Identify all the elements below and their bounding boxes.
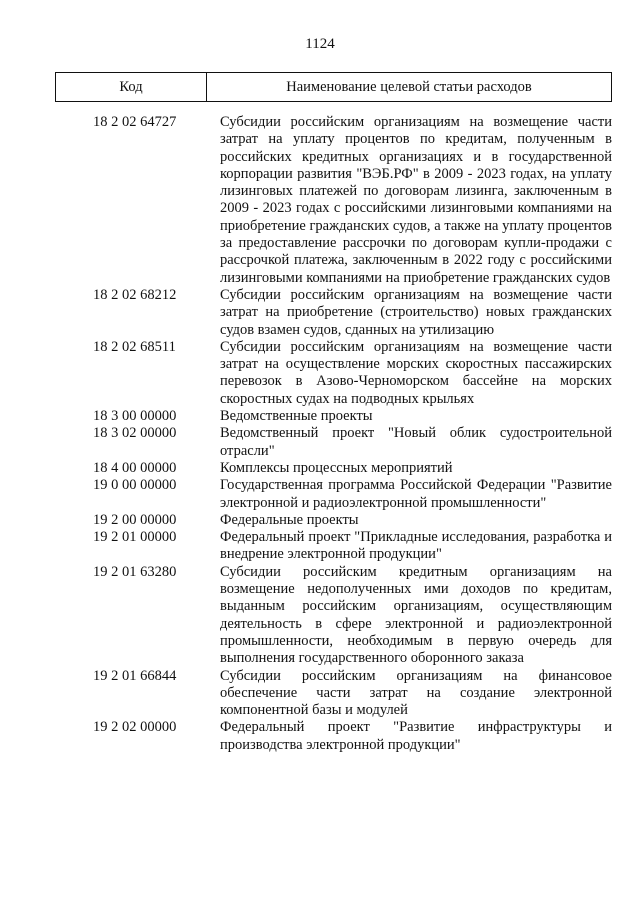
header-code-column: Код	[56, 73, 207, 101]
row-code: 18 4 00 00000	[93, 459, 177, 476]
row-code: 18 2 02 68212	[93, 286, 177, 303]
row-name: Федеральный проект "Развитие инфраструктуры и производства электронной продукции"	[220, 719, 612, 753]
row-code: 18 2 02 64727	[93, 114, 177, 130]
row-name: Субсидии российским организациям на возмещение части затрат на осуществление морских скоростных пассажирских перевозок в Азово-Черноморском бассейне на морских скоростных судах на подводных крыльях	[220, 338, 612, 407]
table-body	[55, 114, 612, 754]
table-header	[55, 72, 612, 102]
page-number: 1124	[305, 36, 335, 52]
row-name: Субсидии российским организациям на возмещение части затрат на приобретение (строительство) новых гражданских судов взамен судов, сданных на утилизацию	[220, 286, 612, 338]
row-name: Федеральные проекты	[220, 511, 359, 528]
table-row	[55, 287, 612, 339]
table-row	[55, 719, 612, 754]
table-row	[55, 668, 612, 720]
row-code: 18 3 00 00000	[93, 408, 177, 425]
row-code: 19 2 01 63280	[93, 563, 177, 580]
row-name: Федеральный проект "Прикладные исследования, разработка и внедрение электронной продукции"	[220, 529, 612, 563]
row-code: 18 3 02 00000	[93, 425, 177, 442]
row-code: 19 2 01 00000	[93, 529, 177, 546]
row-name: Комплексы процессных мероприятий	[220, 459, 453, 476]
row-name: Субсидии российским организациям на финансовое обеспечение части затрат на создание электронной компонентной базы и модулей	[220, 667, 612, 719]
row-name: Ведомственные проекты	[220, 408, 373, 425]
table-row	[55, 408, 612, 425]
row-code: 18 2 02 68511	[93, 338, 176, 355]
row-code: 19 2 00 00000	[93, 511, 177, 528]
header-name-column: Наименование целевой статьи расходов	[286, 78, 532, 95]
table-row	[55, 564, 612, 668]
table-row	[55, 512, 612, 529]
row-name: Субсидии российским организациям на возмещение части затрат на уплату процентов по кредитам, полученным в российских кредитных организациях и в государственной корпорации развития "ВЭБ.РФ" в 2009 - 2023 годах, на уплату лизинговых платежей по договорам лизинга, заключенным в 2009 - 2023 годах с российскими лизинговыми компаниями на приобретение гражданских судов, а также на уплату процентов за предоставление рассрочки по договорам купли-продажи с рассрочкой платежа, заключенным в 2022 году с российскими лизинговыми компаниями на приобретение гражданских судов	[220, 114, 612, 286]
table-row	[55, 114, 612, 287]
table-row	[55, 339, 612, 408]
table-row	[55, 460, 612, 477]
table-row	[55, 477, 612, 512]
row-name: Субсидии российским кредитным организациям на возмещение недополученных ими доходов по кредитам, выданным российским организациям, осуществляющим деятельность в сфере электронной и радиоэлектронной промышленности, необходимым в первую очередь для выполнения государственного оборонного заказа	[220, 563, 612, 667]
table-row	[55, 425, 612, 460]
table-row	[55, 529, 612, 564]
row-code: 19 2 01 66844	[93, 667, 177, 684]
row-code: 19 2 02 00000	[93, 719, 177, 736]
row-name: Государственная программа Российской Федерации "Развитие электронной и радиоэлектронной промышленности"	[220, 477, 612, 511]
row-name: Ведомственный проект "Новый облик судостроительной отрасли"	[220, 425, 612, 459]
row-code: 19 0 00 00000	[93, 477, 177, 494]
